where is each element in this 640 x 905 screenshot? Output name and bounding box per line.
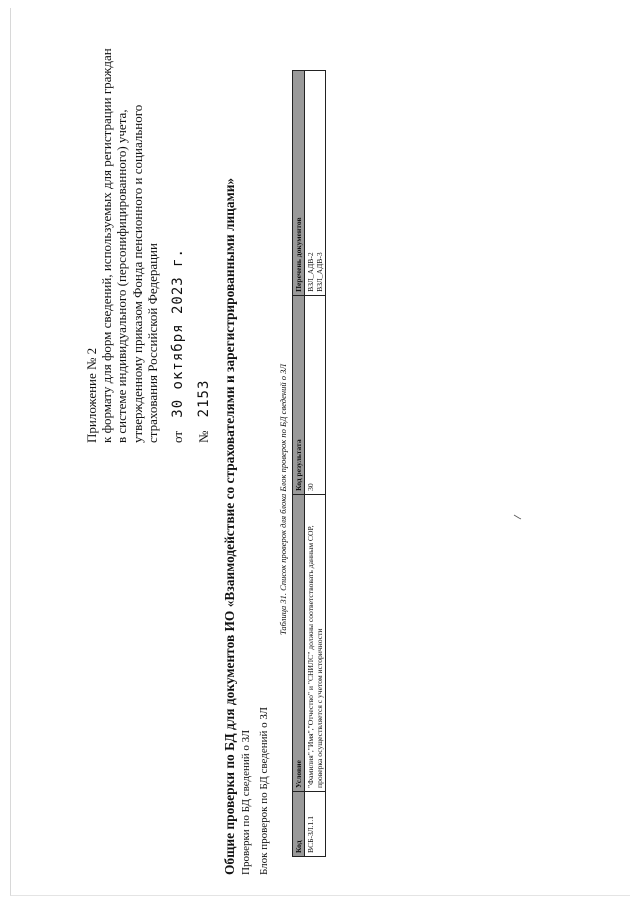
date-value: 30 октября 2023 г.: [170, 248, 187, 418]
document-title: Общие проверки по БД для документов ИО «Взаимодействие со страхователями и зарегистрированными лицами»: [222, 177, 237, 875]
header-condition: Условие: [293, 494, 305, 791]
table-caption: Таблица 31. Список проверок для блока Блок проверок по БД сведений о ЗЛ: [278, 363, 288, 635]
appendix-line: к формату для форм сведений, используемых для регистрации граждан: [99, 48, 115, 443]
table-row: [305, 71, 326, 857]
header-code: Код: [293, 791, 305, 856]
cell-code: ВСБ-ЗЛ.1.1: [305, 791, 326, 856]
appendix-line: Приложение № 2: [84, 347, 99, 443]
scan-speck: [513, 514, 523, 520]
number-prefix: №: [196, 430, 212, 443]
header-result-code: Код результата: [293, 295, 305, 494]
number-value: 2153: [196, 379, 213, 418]
cell-result-code: 30: [305, 295, 326, 494]
order-date: [170, 23, 186, 443]
document-item: ВЗЛ_АДВ-3: [315, 252, 324, 292]
block-subtitle: Блок проверок по БД сведений о ЗЛ: [258, 707, 270, 875]
appendix-block: [84, 23, 212, 443]
header-documents: Перечень документов: [293, 71, 305, 296]
checks-table: [292, 70, 326, 857]
order-number: [196, 23, 212, 443]
document-item: ВЗЛ_АДВ-2: [306, 252, 315, 292]
appendix-line: страхования Российской Федерации: [144, 243, 160, 443]
table-header-row: [293, 71, 305, 857]
appendix-line: в системе индивидуального (персонифицированного) учета,: [114, 109, 130, 443]
appendix-line: утвержденному приказом Фонда пенсионного и социального: [129, 104, 145, 443]
date-prefix: от: [170, 430, 186, 443]
cell-documents: [305, 71, 326, 296]
section-subtitle: Проверки по БД сведений о ЗЛ: [240, 729, 252, 875]
cell-condition: "Фамилия","Имя","Отчество" и "СНИЛС" должны соответствовать данным СОР, проверка осуществляется с учетом историчности: [305, 494, 326, 791]
